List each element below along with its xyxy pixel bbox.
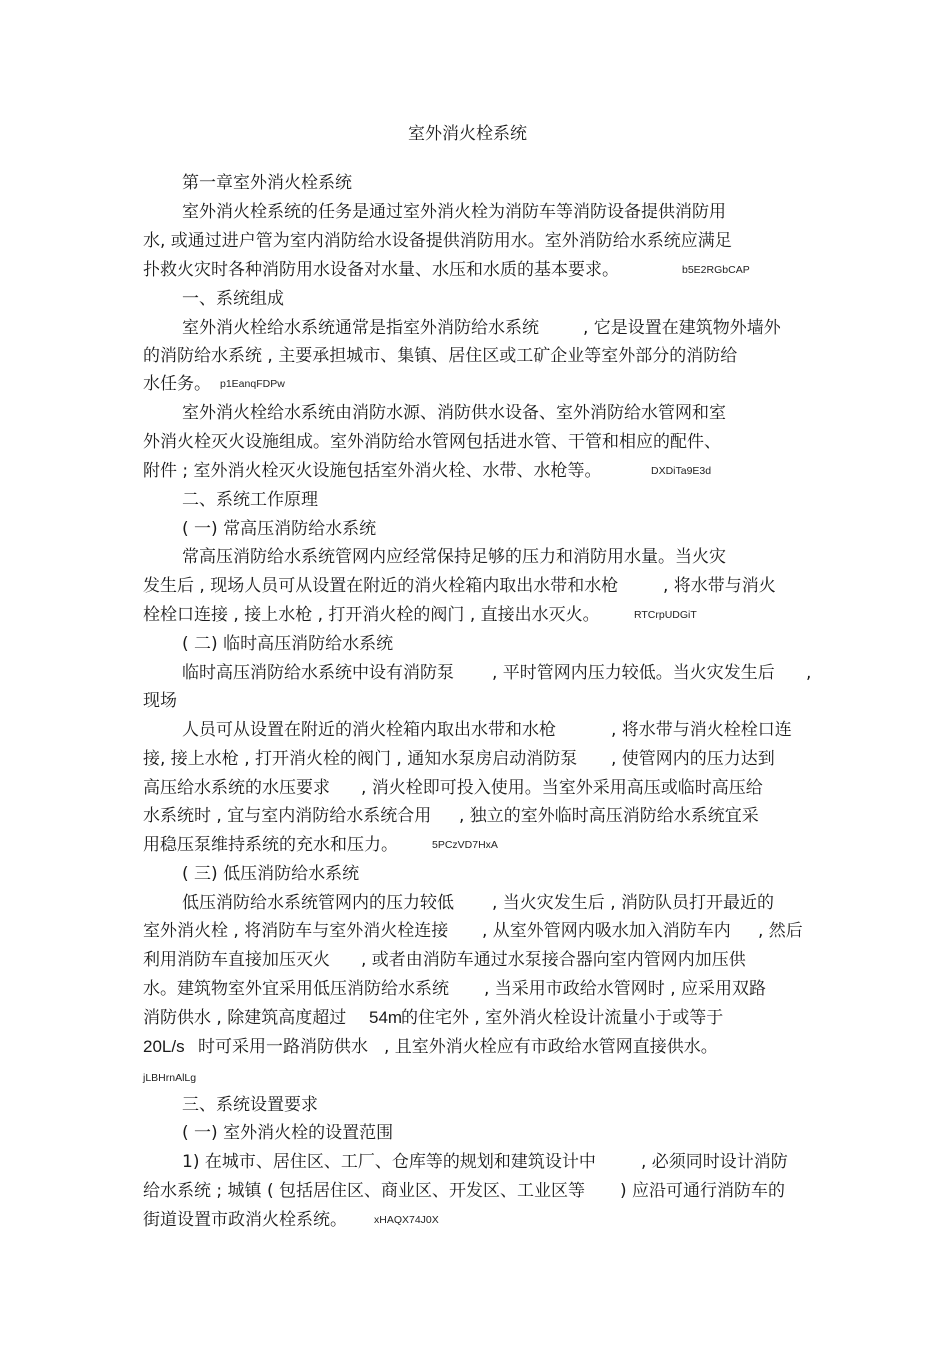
watermark-code: DXDiTa9E3d [651,465,712,477]
paragraph-line: , 且室外消火栓应有市政给水管网直接供水。 [384,1037,718,1057]
paragraph-line: 街道设置市政消火栓系统。 [143,1210,347,1230]
paragraph-line: , 将水带与消火 [663,576,776,596]
paragraph-line: 室外消火栓给水系统由消防水源、消防供水设备、室外消防给水管网和室 [182,403,726,423]
watermark-code: 5PCzVD7HxA [432,839,498,851]
watermark-code: xHAQX74J0X [374,1214,439,1226]
paragraph-line: 利用消防车直接加压灭火 [143,950,330,970]
watermark-code: RTCrpUDGiT [634,609,697,621]
paragraph-line: 消防供水 , 除建筑高度超过 [143,1008,347,1028]
paragraph-line: 时可采用一路消防供水 [198,1037,368,1057]
paragraph-line: 接, 接上水枪 , 打开消火栓的阀门 , 通知水泵房启动消防泵 [143,749,578,769]
paragraph-line: 附件 ; 室外消火栓灭火设施包括室外消火栓、水带、水枪等。 [143,461,602,481]
section-heading: 三、系统设置要求 [182,1095,318,1115]
chapter-heading: 第一章室外消火栓系统 [182,173,352,193]
paragraph-line: 的住宅外 , 室外消火栓设计流量小于或等于 [401,1008,724,1028]
subsection-heading: ( 一) 常高压消防给水系统 [182,519,377,539]
paragraph-line: 水。建筑物室外宜采用低压消防给水系统 [143,979,449,999]
paragraph-line: , 将水带与消火栓栓口连 [611,720,792,740]
paragraph-line: , 消火栓即可投入使用。当室外采用高压或临时高压给 [361,778,763,798]
paragraph-line: 常高压消防给水系统管网内应经常保持足够的压力和消防用水量。当火灾 [182,547,726,567]
paragraph-line: , 平时管网内压力较低。当火灾发生后 [492,663,775,683]
paragraph-line: , 独立的室外临时高压消防给水系统宜采 [459,806,759,826]
paragraph-line: ) 应沿可通行消防车的 [620,1181,786,1201]
paragraph-line: 室外消火栓给水系统通常是指室外消防给水系统 [182,318,539,338]
paragraph-line: 水, 或通过进户管为室内消防给水设备提供消防用水。室外消防给水系统应满足 [143,231,732,251]
paragraph-line: , 然后 [758,921,803,941]
paragraph-line: 室外消火栓系统的任务是通过室外消火栓为消防车等消防设备提供消防用 [182,202,726,222]
paragraph-line: 高压给水系统的水压要求 [143,778,330,798]
paragraph-line: , 当火灾发生后 , 消防队员打开最近的 [492,893,775,913]
paragraph-line: 用稳压泵维持系统的充水和压力。 [143,835,398,855]
paragraph-line: 栓栓口连接 , 接上水枪 , 打开消火栓的阀门 , 直接出水灭火。 [143,605,600,625]
paragraph-line: 发生后 , 现场人员可从设置在附近的消火栓箱内取出水带和水枪 [143,576,619,596]
watermark-code: jLBHrnAlLg [143,1072,197,1084]
paragraph-line: 54m [369,1008,403,1027]
paragraph-line: 低压消防给水系统管网内的压力较低 [182,893,454,913]
paragraph-line: 水系统时 , 宜与室内消防给水系统合用 [143,806,432,826]
paragraph-line: 室外消火栓 , 将消防车与室外消火栓连接 [143,921,449,941]
paragraph-line: , 它是设置在建筑物外墙外 [583,318,781,338]
section-heading: 一、系统组成 [182,289,284,309]
section-heading: 二、系统工作原理 [182,490,318,510]
subsection-heading: ( 二) 临时高压消防给水系统 [182,634,394,654]
paragraph-line: , 或者由消防车通过水泵接合器向室内管网内加压供 [361,950,746,970]
paragraph-line: , 使管网内的压力达到 [611,749,775,769]
paragraph-line: , [806,663,812,683]
paragraph-line: 外消火栓灭火设施组成。室外消防给水管网包括进水管、干管和相应的配件、 [143,432,721,452]
paragraph-line: 的消防给水系统 , 主要承担城市、集镇、居住区或工矿企业等室外部分的消防给 [143,346,738,366]
paragraph-line: 给水系统 ; 城镇 ( 包括居住区、商业区、开发区、工业区等 [143,1181,585,1201]
paragraph-line: 临时高压消防给水系统中设有消防泵 [182,663,454,683]
paragraph-line: 20L/s [143,1037,185,1056]
paragraph-line: 人员可从设置在附近的消火栓箱内取出水带和水枪 [182,720,556,740]
paragraph-line: 现场 [143,691,177,711]
paragraph-line: , 当采用市政给水管网时 , 应采用双路 [484,979,767,999]
paragraph-line: , 从室外管网内吸水加入消防车内 [482,921,731,941]
watermark-code: b5E2RGbCAP [682,264,750,276]
paragraph-line: , 必须同时设计消防 [641,1152,788,1172]
page-title: 室外消火栓系统 [408,124,527,144]
paragraph-line: 扑救火灾时各种消防用水设备对水量、水压和水质的基本要求。 [143,260,619,280]
subsection-heading: ( 三) 低压消防给水系统 [182,864,360,884]
paragraph-line: 水任务。 [143,374,211,394]
paragraph-line: 1) 在城市、居住区、工厂、仓库等的规划和建筑设计中 [182,1152,596,1172]
watermark-code: p1EanqFDPw [220,378,285,390]
subsection-heading: ( 一) 室外消火栓的设置范围 [182,1123,394,1143]
